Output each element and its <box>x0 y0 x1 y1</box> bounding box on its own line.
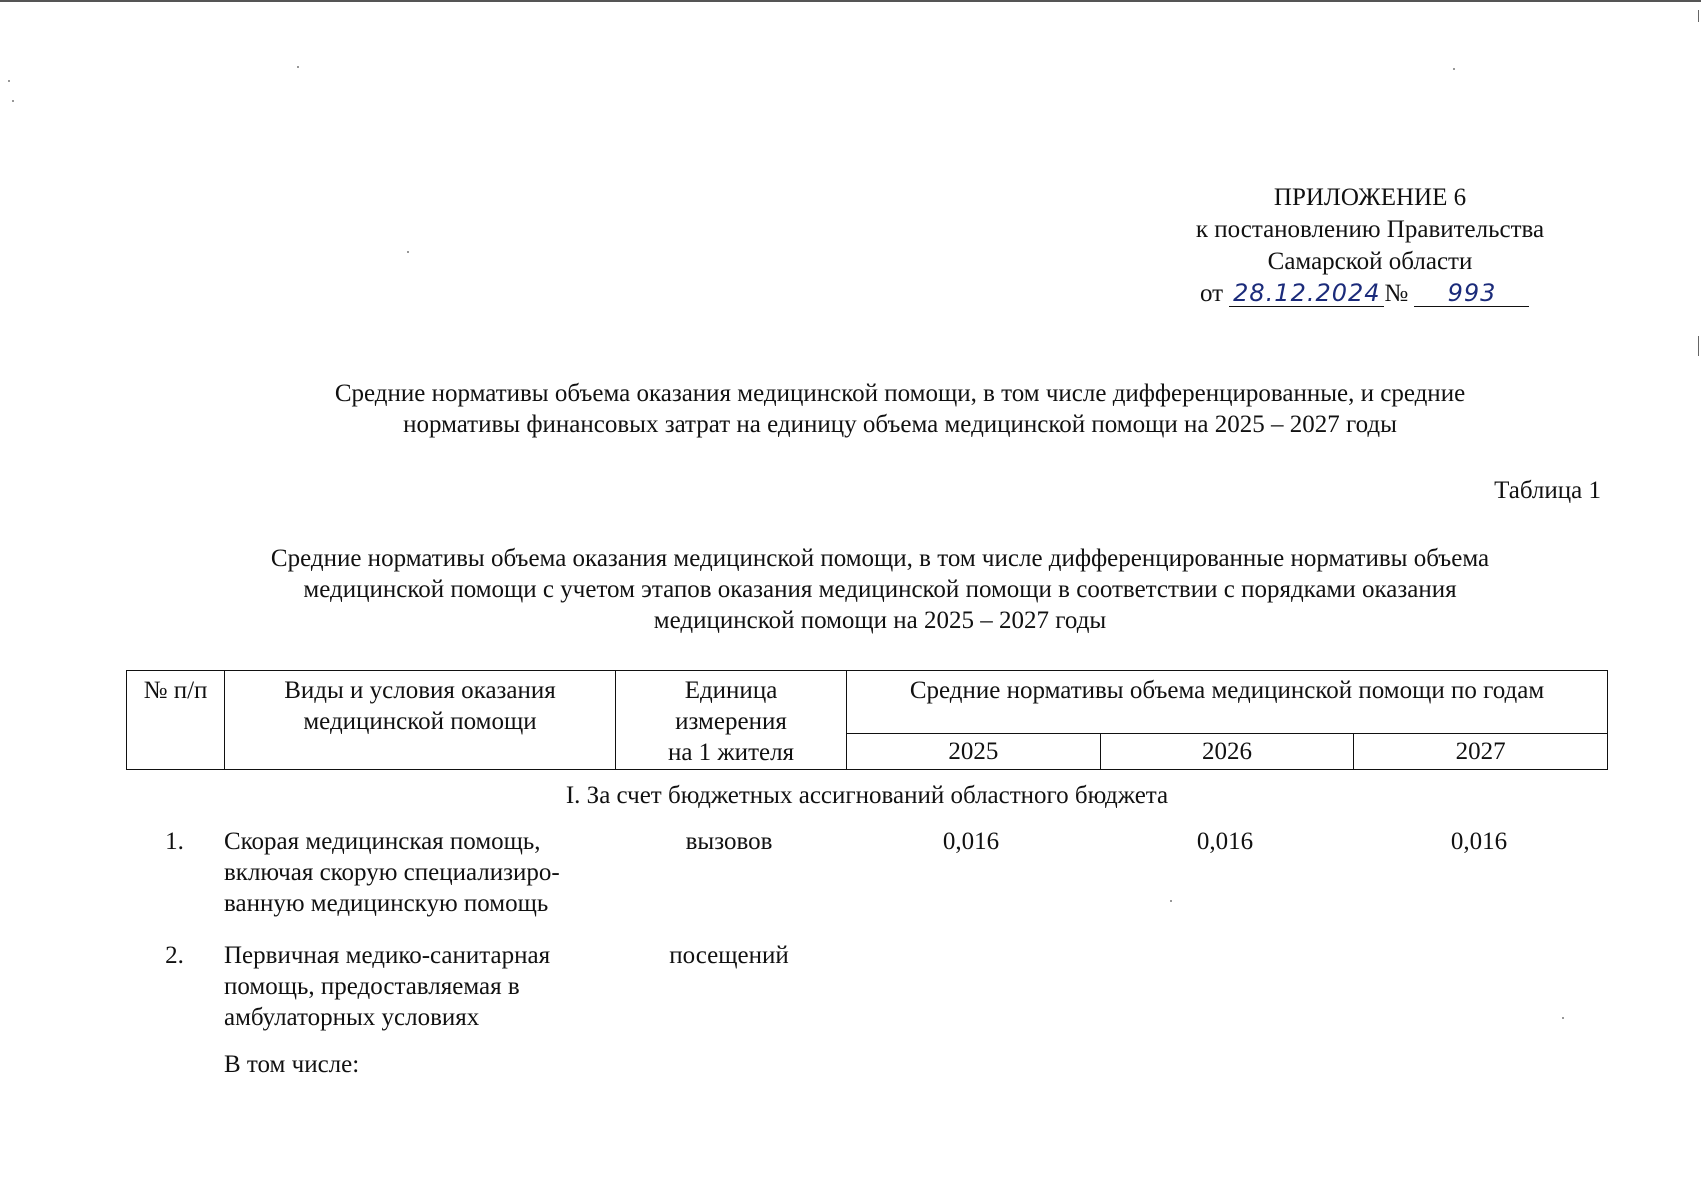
section-heading: I. За счет бюджетных ассигнований областного бюджета <box>565 782 1169 809</box>
header-unit-line: Единица <box>684 677 778 704</box>
table-title-line: медицинской помощи с учетом этапов оказания медицинской помощи в соответствии с порядками оказания <box>303 576 1457 603</box>
scan-speck <box>1562 1017 1564 1019</box>
header-cell-unit <box>616 671 847 770</box>
row-number: 1. <box>165 828 184 855</box>
handwritten-date: 28.12.2024 <box>1229 280 1384 307</box>
scan-speck <box>1170 900 1172 902</box>
row-number: 2. <box>165 942 184 969</box>
date-number-line <box>1200 278 1590 310</box>
scan-edge-mark <box>1698 336 1699 356</box>
row-name-line: помощь, предоставляемая в <box>224 973 520 1000</box>
row-value-2026: 0,016 <box>1196 828 1254 855</box>
row-name-line: включая скорую специализиро- <box>224 859 560 886</box>
resolution-line: к постановлению Правительства <box>1195 216 1545 243</box>
document-title-line: Средние нормативы объема оказания медицинской помощи, в том числе дифференцированные, и средние <box>334 380 1466 407</box>
row-name <box>224 940 624 1033</box>
row-name <box>224 826 624 919</box>
header-year-2026: 2026 <box>1100 734 1354 770</box>
header-year-2025: 2025 <box>847 734 1101 770</box>
header-kind-line: медицинской помощи <box>303 708 537 735</box>
handwritten-number: 993 <box>1414 280 1529 307</box>
table-label: Таблица 1 <box>1494 477 1601 504</box>
region-line: Самарской области <box>1267 248 1473 275</box>
row-name-line: амбулаторных условиях <box>224 1004 480 1031</box>
scan-speck <box>1453 68 1455 70</box>
header-unit-line: измерения <box>675 708 787 735</box>
table-title-line: Средние нормативы объема оказания медицинской помощи, в том числе дифференцированные нормативы объема <box>270 545 1490 572</box>
number-prefix: № <box>1384 280 1409 307</box>
including-label: В том числе: <box>224 1051 360 1078</box>
row-unit: посещений <box>669 942 789 969</box>
row-name-line: ванную медицинскую помощь <box>224 890 549 917</box>
table-title-line: медицинской помощи на 2025 – 2027 годы <box>653 607 1107 634</box>
document-title-line: нормативы финансовых затрат на единицу объема медицинской помощи на 2025 – 2027 годы <box>403 411 1397 438</box>
row-name-line: Скорая медицинская помощь, <box>224 828 541 855</box>
document-title <box>230 378 1570 440</box>
header-unit-line: на 1 жителя <box>667 739 795 766</box>
approval-header <box>1150 182 1590 310</box>
row-value-2027: 0,016 <box>1450 828 1508 855</box>
appendix-title: ПРИЛОЖЕНИЕ 6 <box>1273 184 1467 211</box>
scan-speck <box>297 66 299 68</box>
row-unit: вызовов <box>685 828 773 855</box>
header-kind-line: Виды и условия оказания <box>284 677 556 704</box>
header-cell-number: № п/п <box>127 671 225 770</box>
header-year-2027: 2027 <box>1354 734 1608 770</box>
scan-speck <box>12 100 14 102</box>
header-cell-kind <box>225 671 616 770</box>
scan-speck <box>407 251 409 253</box>
table-header <box>126 670 1608 770</box>
scan-speck <box>8 80 10 82</box>
date-prefix: от <box>1200 280 1224 307</box>
scan-edge-mark <box>1698 10 1699 22</box>
header-cell-years: Средние нормативы объема медицинской помощи по годам <box>847 671 1608 734</box>
scan-top-edge <box>0 0 1701 2</box>
table-title <box>150 543 1610 636</box>
row-value-2025: 0,016 <box>942 828 1000 855</box>
row-name-line: Первичная медико-санитарная <box>224 942 551 969</box>
